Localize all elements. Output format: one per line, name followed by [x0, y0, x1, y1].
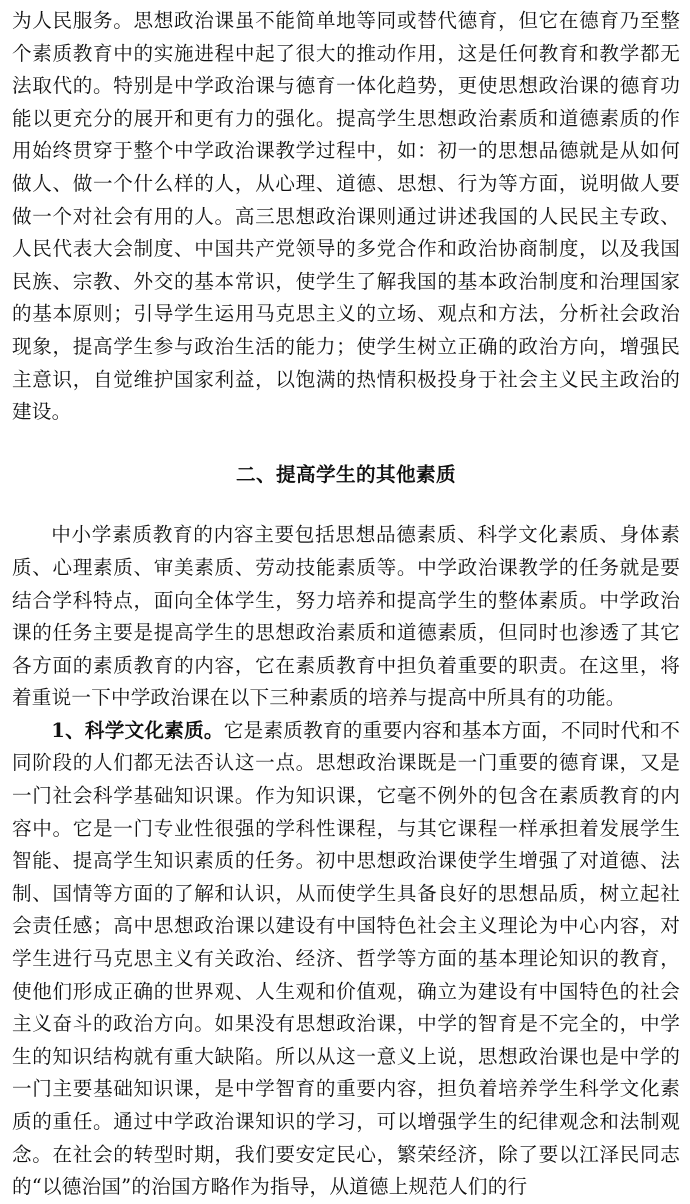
paragraph-body-text: 它是素质教育的重要内容和基本方面，不同时代和不同阶段的人们都无法否认这一点。思想政治课既是一门重要的德育课，又是一门社会科学基础知识课。作为知识课，它毫不例外的包含在素质教育的内容中。它是一门专业性很强的学科性课程，与其它课程一样承担着发展学生智能、提高学生知识素质的任务。初中思想政治课使学生增强了对道德、法制、国情等方面的了解和认识，从而使学生具备良好的思想品质，树立起社会责任感；高中思想政治课以建设有中国特色社会主义理论为中心内容，对学生进行马克思主义有关政治、经济、哲学等方面的基本理论知识的教育，使他们形成正确的世界观、人生观和价值观，确立为建设有中国特色的社会主义奋斗的政治方向。如果没有思想政治课，中学的智育是不完全的，中学生的知识结构就有重大缺陷。所以从这一意义上说，思想政治课也是中学的一门主要基础知识课，是中学智育的重要内容，担负着培养学生科学文化素质的重任。通过中学政治课知识的学习，可以增强学生的纪律观念和法制观念。在社会的转型时期，我们要安定民心，繁荣经济，除了要以江泽民同志的“以德治国”的治国方略作为指导，从道德上规范人们的行: [12, 718, 680, 1199]
section-heading: 二、提高学生的其他素质: [236, 462, 456, 486]
paragraph-civic-duty: 为人民服务。思想政治课虽不能简单地等同或替代德育，但它在德育乃至整个素质教育中的实施进程中起了很大的推动作用，这是任何教育和教学都无法取代的。特别是中学政治课与德育一体化趋势，更使思想政治课的德育功能以更充分的展开和更有力的强化。提高学生思想政治素质和道德素质的作用始终贯穿于整个中学政治课教学过程中，如：初一的思想品德就是从如何做人、做一个什么样的人，从心理、道德、思想、行为等方面，说明做人要做一个对社会有用的人。高三思想政治课则通过讲述我国的人民民主专政、人民代表大会制度、中国共产党领导的多党合作和政治协商制度，以及我国民族、宗教、外交的基本常识，使学生了解我国的基本政治制度和治理国家的基本原则；引导学生运用马克思主义的立场、观点和方法，分析社会政治现象，提高学生参与政治生活的能力；使学生树立正确的政治方向，增强民主意识，自觉维护国家利益，以饱满的热情积极投身于社会主义民主政治的建设。: [12, 9, 680, 424]
paragraph-scientific-culture: [12, 715, 680, 1204]
paragraph-quality-education: 中小学素质教育的内容主要包括思想品德素质、科学文化素质、身体素质、心理素质、审美素质、劳动技能素质等。中学政治课教学的任务就是要结合学科特点，面向全体学生，努力培养和提高学生的整体素质。中学政治课的任务主要是提高学生的思想政治素质和道德素质，但同时也渗透了其它各方面的素质教育的内容，它在素质教育中担负着重要的职责。在这里，将着重说一下中学政治课在以下三种素质的培养与提高中所具有的功能。: [12, 523, 680, 710]
paragraph-lead-label: 1、科学文化素质。: [51, 718, 224, 742]
